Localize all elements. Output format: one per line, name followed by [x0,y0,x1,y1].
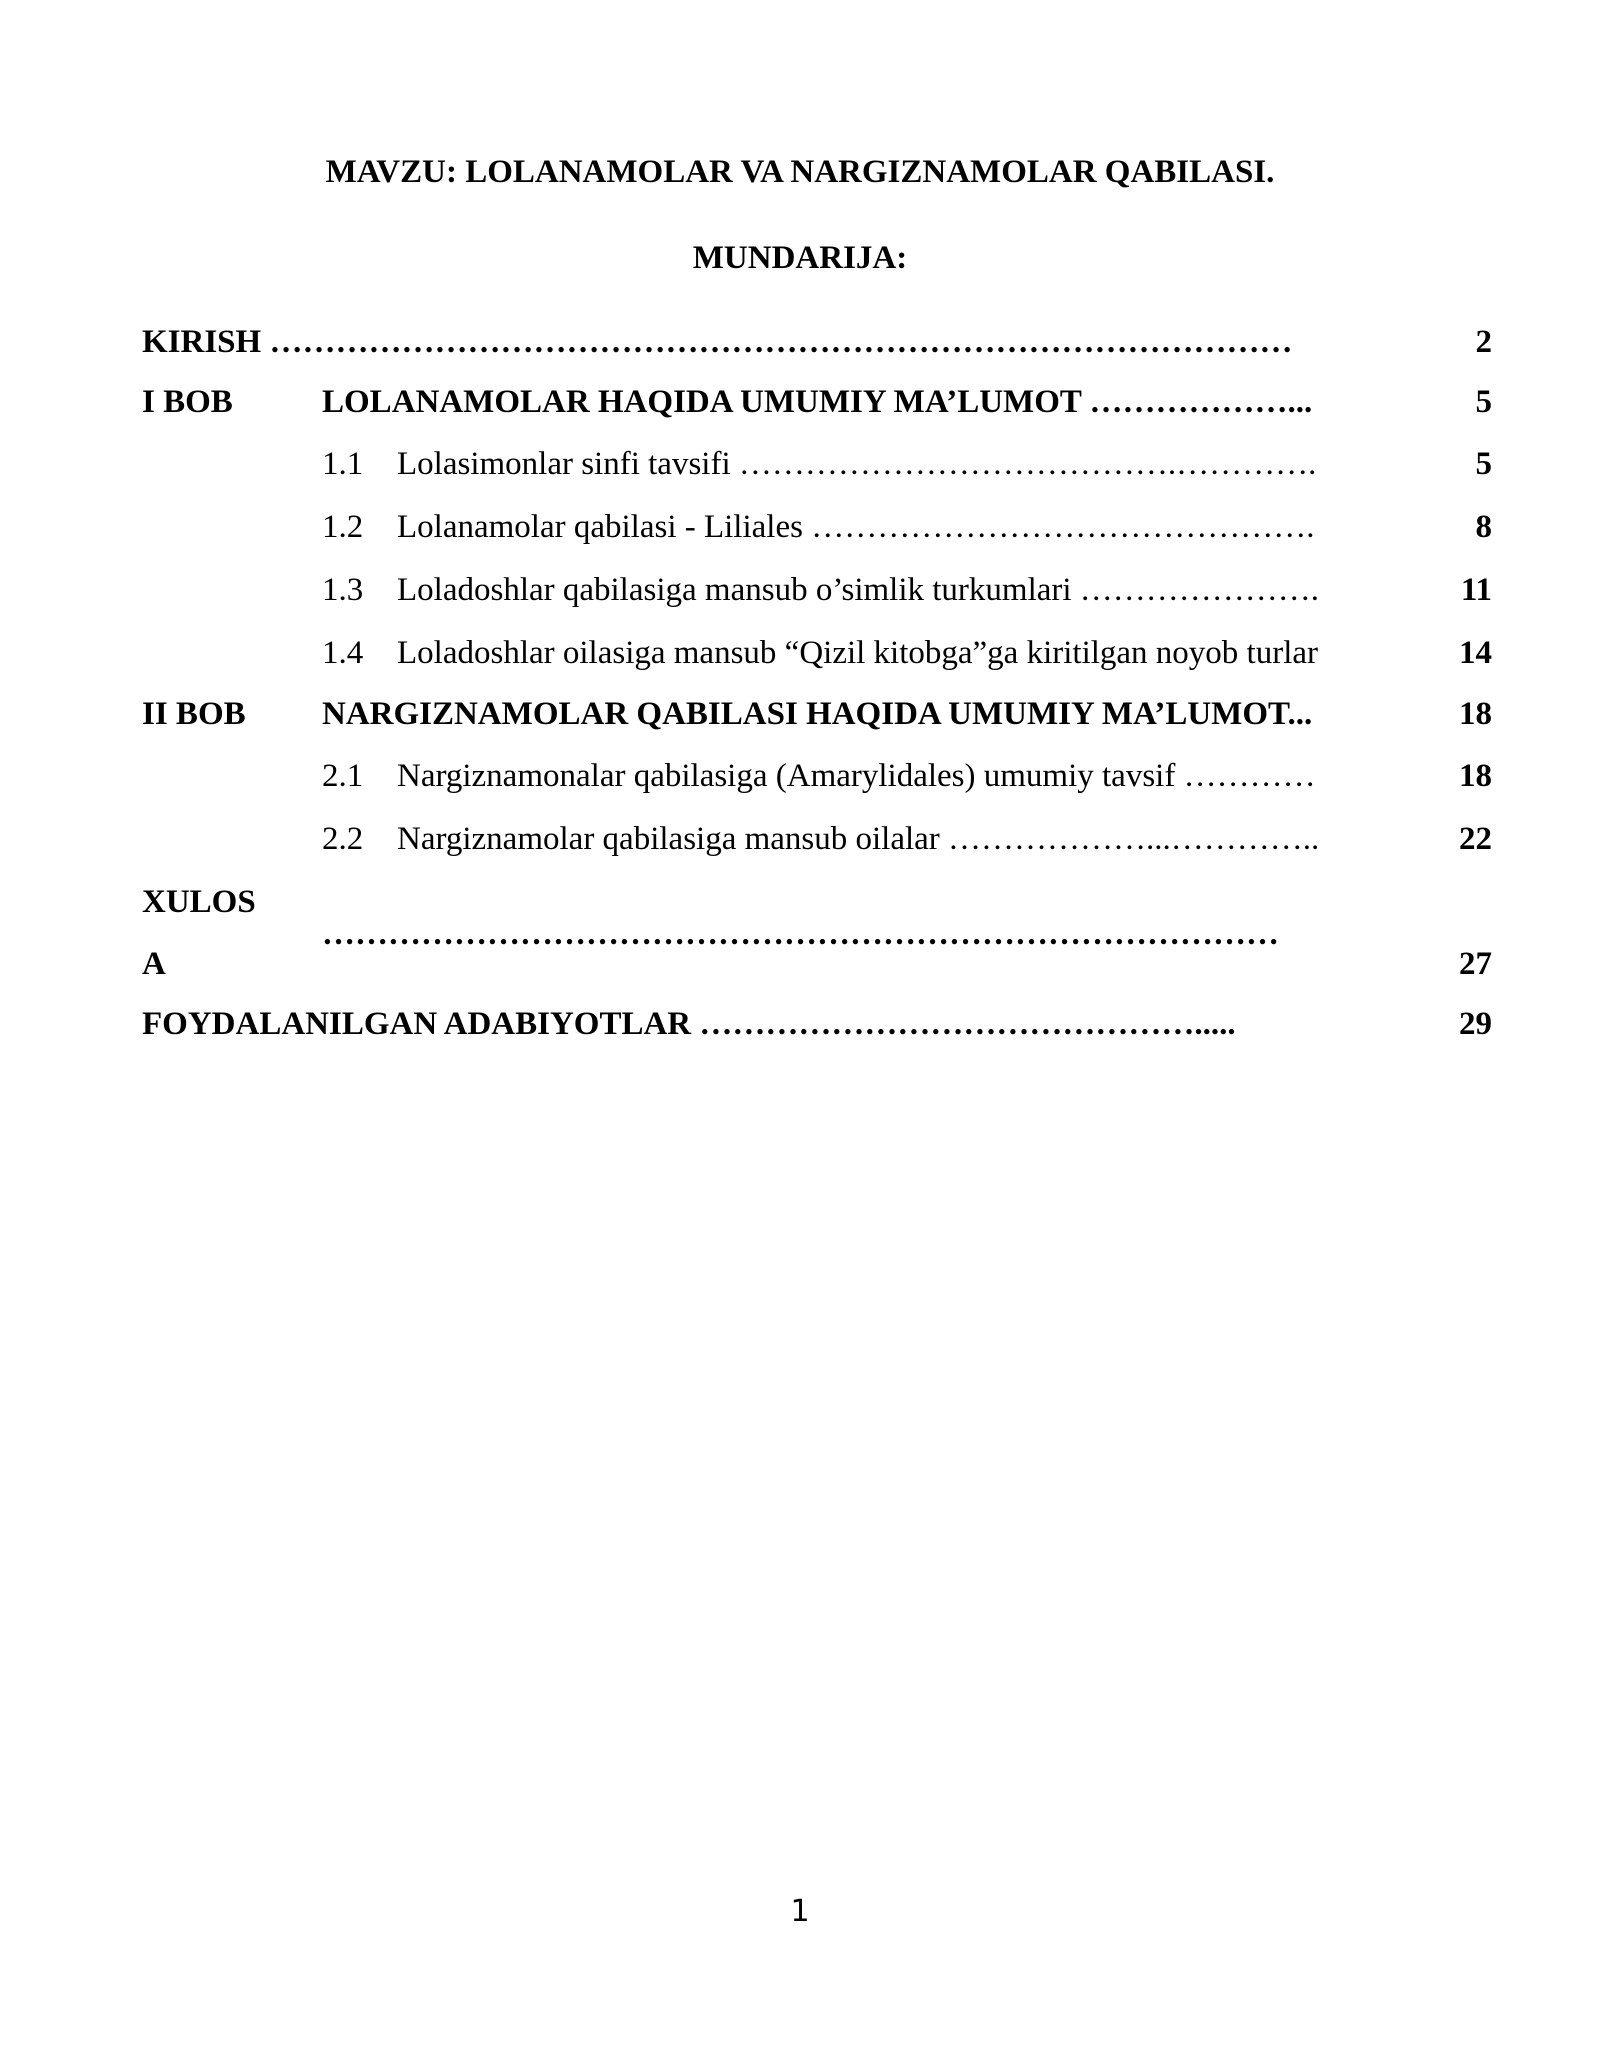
toc-entry-text: Lolanamolar qabilasi - Liliales ………………………………………. [397,509,1315,545]
contents-heading: MUNDARIJA: [692,240,908,276]
toc-entry-kirish [142,318,1492,366]
toc-page-number: 8 [1475,509,1492,545]
toc-entry-text: KIRISH ………………………………………………………………………………… [142,324,1293,360]
toc-entry-1-4 [142,629,1492,677]
toc-page-number: 5 [1475,384,1492,420]
toc-page-number: 14 [1459,635,1492,671]
toc-entry-2-2 [142,815,1492,863]
toc-entry-2-1 [142,752,1492,800]
toc-entry-text: NARGIZNAMOLAR QABILASI HAQIDA UMUMIY MA’LUMOT... [322,696,1313,732]
toc-page-number: 2 [1475,324,1492,360]
toc-entry-text: LOLANAMOLAR HAQIDA UMUMIY MA’LUMOT ………………... [322,384,1313,420]
section-number: 1.4 [322,635,364,671]
toc-page-number: 29 [1459,1006,1492,1042]
toc-entry-text: Nargiznamolar qabilasiga mansub oilalar ………………...………….. [397,821,1320,857]
toc-page-number: 5 [1475,446,1492,482]
chapter-label: A [142,946,166,982]
toc-page-number: 11 [1460,572,1492,608]
toc-entry-text: FOYDALANILGAN ADABIYOTLAR ………………………………………..... [142,1006,1236,1042]
page-title: MAVZU: LOLANAMOLAR VA NARGIZNAMOLAR QABILASI. [325,154,1275,190]
toc-page-number: 27 [1459,946,1492,982]
toc-entry-adabiyot [142,1000,1492,1048]
chapter-label: II BOB [142,696,246,732]
toc-page-number: 18 [1459,696,1492,732]
toc-entry-1-1 [142,440,1492,488]
toc-page-number: 18 [1459,758,1492,794]
toc-entry-1-2 [142,503,1492,551]
section-number: 2.2 [322,821,364,857]
section-number: 1.2 [322,509,364,545]
section-number: 1.1 [322,446,364,482]
toc-entry-text: Lolasimonlar sinfi tavsifi ………………………………….…………. [397,446,1317,482]
section-number: 1.3 [322,572,364,608]
toc-entry-text: Loladoshlar oilasiga mansub “Qizil kitobga”ga kiritilgan noyob turlar [397,635,1319,671]
toc-entry-1-3 [142,566,1492,614]
toc-entry-dots: …………………………………………………………………………… [322,916,1279,952]
chapter-label: I BOB [142,384,233,420]
chapter-label: XULOS [142,884,256,920]
section-number: 2.1 [322,758,364,794]
toc-entry-text: Nargiznamonalar qabilasiga (Amarylidales) umumiy tavsif ………… [397,758,1316,794]
toc-page-number: 22 [1459,821,1492,857]
toc-entry-xulosa-line2 [142,940,1492,988]
toc-entry-text: Loladoshlar qabilasiga mansub o’simlik turkumlari …………………. [397,572,1320,608]
page-number-footer: 1 [790,1894,810,1929]
toc-entry-bob2 [142,690,1492,738]
toc-entry-bob1 [142,378,1492,426]
